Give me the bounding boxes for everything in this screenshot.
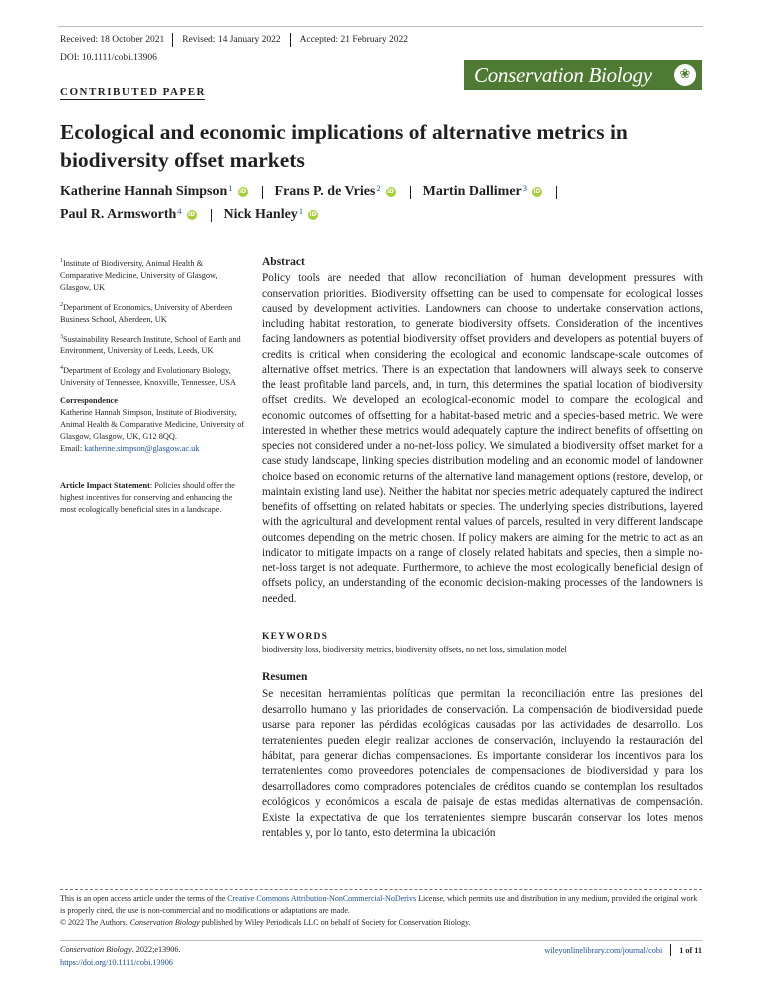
affiliation: $^2$Department of Economics, University of Aberdeen Business School, Aberdeen, UK bbox=[60, 301, 233, 324]
author[interactable]: Frans P. de Vries $^2$ iD bbox=[274, 183, 395, 199]
author[interactable]: Katherine Hannah Simpson $^1$ iD bbox=[60, 183, 247, 199]
abstract-heading: Abstract bbox=[262, 256, 305, 268]
orcid-icon[interactable]: iD bbox=[188, 211, 196, 218]
correspondence bbox=[60, 395, 245, 455]
correspondence-email: Email: katherine.simpson@glasgow.ac.uk bbox=[60, 444, 200, 453]
resumen-heading: Resumen bbox=[262, 671, 308, 683]
doi-link[interactable]: https://doi.org/10.1111/cobi.13906 bbox=[60, 957, 173, 967]
correspondence-text: Katherine Hannah Simpson, Institute of Biodiversity, Animal Health & Comparative Medicine, University of Glasgow, Glasgow, UK, G12 8QQ. bbox=[60, 408, 245, 441]
affiliation: $^1$Institute of Biodiversity, Animal Health & Comparative Medicine, University of Glasgow, Glasgow, UK bbox=[60, 258, 218, 292]
section-rule bbox=[60, 99, 205, 100]
footer-separator bbox=[670, 944, 671, 956]
author[interactable]: Paul R. Armsworth $^4$ iD bbox=[60, 206, 196, 222]
page-number: 1 of 11 bbox=[679, 945, 702, 955]
resumen-text: Se necesitan herramientas políticas que permitan la reconciliación entre las presiones del desarrollo humano y las prioridades de conservación. La compensación de biodiversidad puede usarse para reponer las pérdidas ecológicas causadas por las actividades de desarrollo. Los terratenientes pueden elegir realizar acciones de conservación, incluyendo la restauración del hábitat, para generar dichas compensaciones. Es importante considerar los incentivos para los terratenientes como proveedores potenciales de compensaciones de biodiversidad y para los desarrolladores como compradores potenciales de créditos cuando se contemplan los resultados ecológicos y económicos a escala de paisaje de estas medidas alternativas de compensación. Existe la expectativa de que los terratenientes siempre buscarán conservar los lotes menos rentables y, por lo tanto, esto determina la ubicación bbox=[262, 688, 703, 840]
footer-rule bbox=[60, 940, 702, 941]
license-link[interactable]: Creative Commons Attribution-NonCommercial-NoDerivs bbox=[227, 894, 417, 903]
journal-logo[interactable] bbox=[464, 60, 702, 90]
top-rule bbox=[58, 26, 703, 27]
keywords-heading: KEYWORDS bbox=[262, 632, 329, 642]
footer-right bbox=[544, 944, 702, 956]
impact-statement bbox=[60, 480, 245, 516]
abstract bbox=[262, 255, 703, 607]
author-separator bbox=[556, 186, 557, 199]
date-separator bbox=[290, 33, 291, 47]
author-separator bbox=[211, 209, 212, 222]
journal-site-link[interactable]: wileyonlinelibrary.com/journal/cobi bbox=[544, 945, 663, 955]
footnote-rule bbox=[60, 889, 702, 890]
author[interactable]: Martin Dallimer $^3$ iD bbox=[422, 183, 541, 199]
author-separator bbox=[410, 186, 411, 199]
accepted-date: Accepted: 21 February 2022 bbox=[299, 35, 409, 45]
keywords bbox=[262, 632, 703, 654]
impact-heading: Article Impact Statement bbox=[60, 481, 150, 490]
license-text: This is an open access article under the terms of the Creative Commons Attribution-NonCommercial-NoDerivs License, which permits use and distribution in any medium, provided the original work is properly cited, the use is non-commercial and no modifications or adaptations are made. bbox=[60, 894, 698, 915]
orcid-icon[interactable]: iD bbox=[533, 188, 541, 195]
orcid-icon[interactable]: iD bbox=[387, 188, 395, 195]
revised-date: Revised: 14 January 2022 bbox=[182, 35, 281, 45]
footer-citation bbox=[60, 944, 181, 969]
author-line-2 bbox=[60, 207, 318, 223]
affiliations bbox=[60, 255, 245, 394]
correspondence-heading: Correspondence bbox=[60, 396, 118, 405]
author-line-1 bbox=[60, 184, 569, 200]
citation-line: Conservation Biology. 2022;e13906. bbox=[60, 945, 181, 954]
copyright-text: © 2022 The Authors. Conservation Biology published by Wiley Periodicals LLC on behalf of Society for Conservation Biology. bbox=[60, 918, 471, 927]
orcid-icon[interactable]: iD bbox=[238, 188, 247, 195]
impact-text: : Policies should offer the highest incentives for conserving and enhancing the most ecologically beneficial sites in a landscape. bbox=[60, 481, 235, 514]
journal-emblem-icon: ❀ bbox=[674, 64, 696, 86]
received-date: Received: 18 October 2021 bbox=[60, 35, 165, 45]
journal-name: Conservation Biology bbox=[474, 62, 652, 87]
email-link[interactable]: katherine.simpson@glasgow.ac.uk bbox=[84, 444, 200, 453]
affiliation: $^4$Department of Ecology and Evolutionary Biology, University of Tennessee, Knoxville, Tennessee, USA bbox=[60, 365, 236, 388]
author-separator bbox=[262, 186, 263, 199]
keywords-list: biodiversity loss, biodiversity metrics, biodiversity offsets, no net loss, simulation model bbox=[262, 644, 567, 654]
orcid-icon[interactable]: iD bbox=[309, 211, 317, 218]
resumen bbox=[262, 670, 703, 841]
author[interactable]: Nick Hanley $^1$ iD bbox=[223, 206, 317, 222]
abstract-text: Policy tools are needed that allow reconciliation of human development pressures with conservation priorities. Biodiversity offsetting can be used to compensate for ecological losses caused by development activities. Landowners can choose to undertake conservation actions, including habitat restoration, to generate biodiversity offsets. Consideration of the incentives facing landowners as potential biodiversity offset providers and developers as potential buyers of credits is critical when considering the ecological and economic landscape-scale outcomes of alternative offset metrics. There is an expectation that landowners will always seek to conserve the least profitable land parcels, and, in turn, this determines the spatial location of biodiversity offset credits. We developed an ecological-economic model to compare the ecological and economic outcomes of offsetting for a habitat-based metric and a species-based metric. We were interested in whether these metrics would adequately capture the indirect benefits of offsetting on species not considered under a no-net-loss policy. We simulated a biodiversity offset market for a case study landscape, linking species distribution modeling and an economic model of landowner choice based on economic returns of the alternative land management options (restore, develop, or maintain existing land use). Neither the habitat nor species metric adequately captured the indirect benefits of offsetting on related habitats or species. The underlying species distributions, layered with the agricultural and development rental values of parcels, resulted in very different landscape outcomes depending on the metric chosen. If policy makers are aiming for the metric to act as an indicator to mitigate impacts on a range of closely related habitats and species, then a simple no-net-loss target is not adequate. Furthermore, to achieve the most ecologically beneficial design of offsets policy, an understanding of the economic decision-making processes of the landowners is needed. bbox=[262, 272, 703, 605]
doi[interactable]: DOI: 10.1111/cobi.13906 bbox=[60, 53, 157, 63]
affiliation: $^3$Sustainability Research Institute, School of Earth and Environment, University of Leeds, Leeds, UK bbox=[60, 333, 241, 356]
license-footnote bbox=[60, 893, 703, 929]
paper-title: Ecological and economic implications of alternative metrics in biodiversity offset markets bbox=[60, 120, 628, 172]
article-dates bbox=[60, 33, 408, 47]
section-label: CONTRIBUTED PAPER bbox=[60, 86, 207, 98]
date-separator bbox=[172, 33, 173, 47]
